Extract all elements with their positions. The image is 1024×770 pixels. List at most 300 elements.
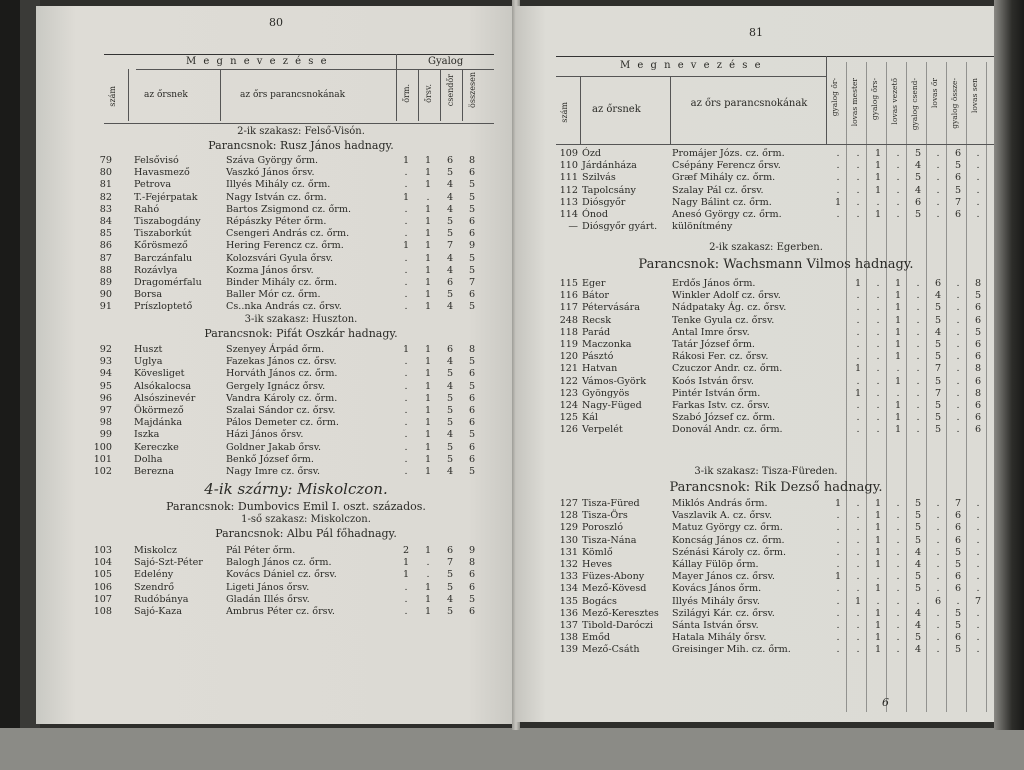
count-col-2: . — [856, 375, 860, 387]
count-orm: 1 — [402, 155, 410, 166]
count-col-5: . — [916, 412, 920, 424]
count-col-4: . — [896, 644, 900, 656]
count-col-1: . — [836, 148, 840, 159]
commander-name: Benkő József őrm. — [226, 453, 314, 465]
col-orsnek: az őrsnek — [592, 104, 641, 115]
count-col-3: 1 — [874, 184, 882, 196]
count-col-8: . — [976, 619, 980, 631]
count-csendor: 4 — [446, 429, 454, 441]
section-commander: Parancsnok: Pifát Oszkár hadnagy. — [204, 327, 398, 340]
count-col-4: . — [896, 558, 900, 570]
count-col-5: . — [916, 424, 920, 436]
count-col-8: 6 — [974, 375, 982, 387]
count-col-7: . — [956, 412, 960, 424]
station-name: Pétervására — [582, 302, 640, 314]
station-name: Maczonka — [582, 338, 632, 350]
count-col-1: . — [836, 522, 840, 534]
count-col-5: . — [916, 375, 920, 387]
count-col-4: . — [896, 619, 900, 631]
table-row — [544, 400, 984, 412]
station-name: Berezna — [134, 465, 174, 477]
table-row — [76, 545, 496, 557]
count-orm: . — [404, 605, 408, 617]
count-col-3: 1 — [874, 644, 882, 656]
count-col-3: . — [876, 375, 880, 387]
count-col-5: 4 — [914, 644, 922, 656]
station-name: Sajó-Szt-Péter — [134, 557, 203, 569]
count-col-7: . — [956, 375, 960, 387]
commander-name: Szalai Sándor cz. őrsv. — [226, 404, 336, 416]
count-csendor: 5 — [446, 289, 454, 301]
count-col-2: . — [856, 148, 860, 159]
count-col-8: . — [976, 571, 980, 583]
count-col-7: 5 — [954, 607, 962, 619]
count-total: 6 — [468, 417, 476, 429]
station-name: Szendrő — [134, 581, 174, 593]
count-col-6: 4 — [934, 326, 942, 338]
count-col-7: 5 — [954, 546, 962, 558]
station-name: Gyöngyös — [582, 387, 630, 399]
commander-name: Tenke Gyula cz. őrsv. — [672, 314, 775, 326]
station-name: Kál — [582, 412, 598, 424]
station-name: Barczánfalu — [134, 252, 193, 264]
row-number: 84 — [99, 215, 112, 227]
commander-name: Baller Mór cz. őrm. — [226, 289, 321, 301]
commander-name: Pál Péter őrm. — [226, 545, 296, 556]
row-number: 133 — [559, 571, 578, 583]
commander-name: Vaszkó János őrsv. — [226, 167, 315, 179]
row-number: 121 — [559, 363, 578, 375]
row-number: 137 — [559, 619, 578, 631]
count-csendor: 6 — [446, 276, 454, 288]
section-title: 3-ik szakasz: Huszton. — [244, 314, 358, 325]
commander-name: Promájer Józs. cz. őrm. — [672, 148, 785, 159]
table-row — [544, 339, 984, 351]
count-col-4: 1 — [894, 399, 902, 411]
row-number: 94 — [99, 368, 112, 380]
count-col-4: 1 — [894, 424, 902, 436]
count-col-6: 5 — [934, 314, 942, 326]
station-name: Hatvan — [582, 363, 618, 375]
count-col-5: 5 — [914, 522, 922, 534]
commander-name: Tatár József őrm. — [672, 338, 755, 350]
count-total: 8 — [468, 557, 476, 569]
row-number: 125 — [559, 412, 578, 424]
table-row — [544, 522, 984, 534]
count-col-1: . — [836, 160, 840, 172]
count-col-1: 1 — [834, 571, 842, 583]
count-col-3: 1 — [874, 172, 882, 184]
table-row — [544, 221, 984, 233]
table-row — [76, 393, 496, 405]
count-col-2: 1 — [854, 387, 862, 399]
count-col-1: . — [836, 595, 840, 607]
station-name: Ökörmező — [134, 404, 184, 416]
col-header-6: lovas őr — [930, 78, 939, 108]
table-row — [76, 582, 496, 594]
commander-name: Hering Ferencz cz. őrm. — [226, 240, 344, 252]
count-col-3: 1 — [874, 607, 882, 619]
station-name: Verpelét — [582, 424, 623, 436]
count-col-6: . — [936, 546, 940, 558]
count-col-8: 7 — [974, 595, 982, 607]
count-csendor: 5 — [446, 368, 454, 380]
station-name: Kövesliget — [134, 368, 185, 380]
count-total: 8 — [468, 155, 476, 166]
count-col-2: 1 — [854, 278, 862, 289]
count-col-6: 5 — [934, 338, 942, 350]
count-col-5: . — [916, 399, 920, 411]
commander-name: Szalay Pál cz. őrsv. — [672, 184, 764, 196]
table-row — [544, 290, 984, 302]
count-col-5: 6 — [914, 196, 922, 208]
table-row — [76, 253, 496, 265]
count-col-7: 7 — [954, 498, 962, 509]
count-col-2: . — [856, 522, 860, 534]
col-header-5: gyalog csend- — [910, 78, 919, 131]
count-col-6: . — [936, 172, 940, 184]
row-number: 116 — [559, 290, 578, 302]
count-col-2: . — [856, 498, 860, 509]
count-col-4: . — [896, 546, 900, 558]
count-csendor: 5 — [446, 404, 454, 416]
count-col-5: 5 — [914, 571, 922, 583]
table-row — [544, 376, 984, 388]
row-number: 127 — [559, 498, 578, 509]
count-col-6: . — [936, 498, 940, 509]
count-col-4: . — [896, 583, 900, 595]
count-col-3: . — [876, 314, 880, 326]
count-orsv: 1 — [424, 392, 432, 404]
table-row — [76, 442, 496, 454]
row-number: — — [568, 221, 578, 233]
count-col-6: . — [936, 522, 940, 534]
count-col-2: . — [856, 302, 860, 314]
count-col-1: . — [836, 184, 840, 196]
count-total: 6 — [468, 215, 476, 227]
count-col-3: . — [876, 290, 880, 302]
count-orsv: 1 — [424, 179, 432, 191]
divider — [396, 54, 397, 121]
col-parancsnok: az őrs parancsnokának — [690, 98, 808, 109]
table-row — [544, 388, 984, 400]
count-csendor: 6 — [446, 545, 454, 556]
commander-name: Anesó György cz. őrm. — [672, 208, 782, 220]
count-col-3: . — [876, 412, 880, 424]
commander-name: Szilágyi Kár. cz. őrsv. — [672, 607, 775, 619]
count-col-4: . — [896, 363, 900, 375]
commander-name: Pálos Demeter cz. őrm. — [226, 417, 339, 429]
count-col-5: . — [916, 314, 920, 326]
count-col-4: . — [896, 208, 900, 220]
count-csendor: 4 — [446, 264, 454, 276]
count-total: 6 — [468, 368, 476, 380]
divider — [462, 69, 463, 121]
table-row — [544, 351, 984, 363]
count-csendor: 4 — [446, 465, 454, 477]
count-total: 6 — [468, 453, 476, 465]
table-row — [544, 498, 984, 510]
row-number: 109 — [559, 148, 578, 159]
count-col-8: 5 — [974, 326, 982, 338]
count-col-3: . — [876, 338, 880, 350]
table-row — [76, 240, 496, 252]
station-name: Emőd — [582, 632, 611, 644]
count-col-5: 4 — [914, 558, 922, 570]
station-name: Tisza-Füred — [582, 498, 640, 509]
row-number: 129 — [559, 522, 578, 534]
commander-name: Goldner Jakab őrsv. — [226, 441, 322, 453]
count-col-4: . — [896, 522, 900, 534]
section-title: 2-ik szakasz: Felső-Visón. — [237, 126, 365, 137]
count-col-5: . — [916, 302, 920, 314]
col-szam: szám — [560, 102, 569, 123]
table-row — [544, 315, 984, 327]
count-col-6: . — [936, 196, 940, 208]
count-col-8: . — [976, 644, 980, 656]
count-col-1: . — [836, 619, 840, 631]
count-col-2: . — [856, 644, 860, 656]
row-number: 114 — [559, 208, 578, 220]
count-col-1: . — [836, 172, 840, 184]
count-orm: . — [404, 203, 408, 215]
count-csendor: 7 — [446, 557, 454, 569]
count-csendor: 5 — [446, 417, 454, 429]
commander-name: Kovács János őrm. — [672, 583, 762, 595]
count-col-2: 1 — [854, 595, 862, 607]
count-csendor: 4 — [446, 356, 454, 368]
count-orsv: 1 — [424, 429, 432, 441]
table-row — [76, 557, 496, 569]
station-name: Sajó-Kaza — [134, 605, 182, 617]
table-row — [76, 167, 496, 179]
count-col-6: . — [936, 208, 940, 220]
count-col-4: 1 — [894, 278, 902, 289]
row-number: 135 — [559, 595, 578, 607]
table-surface — [0, 728, 1024, 770]
count-col-2: . — [856, 583, 860, 595]
station-name: Miskolcz — [134, 545, 177, 556]
commander-name: Gergely Ignácz őrsv. — [226, 380, 326, 392]
count-col-3: 1 — [874, 534, 882, 546]
count-orm: . — [404, 368, 408, 380]
col-header-4: lovas vezető — [890, 78, 899, 125]
count-col-4: . — [896, 607, 900, 619]
count-orm: . — [404, 380, 408, 392]
pencil-mark: 6 — [882, 696, 889, 709]
count-col-4: 1 — [894, 351, 902, 363]
count-total: 7 — [468, 276, 476, 288]
row-number: 248 — [559, 314, 578, 326]
station-name: Bogács — [582, 595, 617, 607]
table-row — [76, 192, 496, 204]
row-number: 85 — [99, 228, 112, 240]
station-name: Dolha — [134, 453, 163, 465]
station-name: Mező-Kövesd — [582, 583, 647, 595]
section-title: 2-ik szakasz: Egerben. — [709, 242, 823, 253]
row-number: 95 — [99, 380, 112, 392]
count-col-3: . — [876, 399, 880, 411]
section-commander: Parancsnok: Rik Dezső hadnagy. — [669, 480, 883, 495]
count-orm: . — [404, 404, 408, 416]
count-orsv: 1 — [424, 593, 432, 605]
count-csendor: 4 — [446, 179, 454, 191]
row-number: 132 — [559, 558, 578, 570]
count-csendor: 5 — [446, 605, 454, 617]
commander-name: különítmény — [672, 221, 733, 233]
count-col-2: . — [856, 607, 860, 619]
count-orsv: 1 — [424, 581, 432, 593]
table-row — [544, 278, 984, 290]
row-number: 103 — [93, 545, 112, 556]
table-row — [544, 302, 984, 314]
commander-name: Nagy Bálint cz. őrm. — [672, 196, 772, 208]
count-col-6: . — [936, 583, 940, 595]
row-number: 107 — [93, 593, 112, 605]
count-col-5: 4 — [914, 184, 922, 196]
count-orsv: 1 — [424, 252, 432, 264]
count-col-8: . — [976, 498, 980, 509]
count-col-6: . — [936, 184, 940, 196]
row-number: 128 — [559, 510, 578, 522]
table-row — [544, 620, 984, 632]
section-rows — [544, 498, 984, 656]
count-col-4: 1 — [894, 290, 902, 302]
count-col-6: . — [936, 571, 940, 583]
commander-name: Ambrus Péter cz. őrsv. — [226, 605, 335, 617]
count-col-4: . — [896, 632, 900, 644]
count-orm: . — [404, 228, 408, 240]
table-row — [76, 265, 496, 277]
row-number: 92 — [99, 344, 112, 355]
count-col-2: . — [856, 558, 860, 570]
count-csendor: 5 — [446, 569, 454, 581]
count-col-6: 5 — [934, 424, 942, 436]
count-col-6: . — [936, 607, 940, 619]
count-col-7: . — [956, 424, 960, 436]
count-col-1: . — [836, 534, 840, 546]
count-col-5: 5 — [914, 583, 922, 595]
commander-name: Rákosi Fer. cz. őrsv. — [672, 351, 769, 363]
count-orm: . — [404, 289, 408, 301]
station-name: Ózd — [582, 148, 602, 159]
count-col-3: 1 — [874, 498, 882, 509]
count-col-3: 1 — [874, 558, 882, 570]
row-number: 88 — [99, 264, 112, 276]
count-col-7: 6 — [954, 534, 962, 546]
header-rule-2 — [556, 76, 826, 77]
count-orsv: 1 — [424, 240, 432, 252]
station-name: Kömlő — [582, 546, 613, 558]
commander-name: Miklós András őrm. — [672, 498, 768, 509]
count-csendor: 4 — [446, 203, 454, 215]
count-col-4: . — [896, 172, 900, 184]
commander-name: Répászky Péter őrm. — [226, 215, 327, 227]
count-col-7: 6 — [954, 583, 962, 595]
count-col-4: . — [896, 387, 900, 399]
count-col-4: . — [896, 160, 900, 172]
col-orsv: őrsv. — [424, 84, 433, 103]
count-total: 5 — [468, 252, 476, 264]
count-csendor: 5 — [446, 441, 454, 453]
count-col-8: 8 — [974, 363, 982, 375]
station-name: Tisza-Örs — [582, 510, 628, 522]
count-col-8: . — [976, 558, 980, 570]
count-orm: . — [404, 441, 408, 453]
station-name: Iszka — [134, 429, 160, 441]
commander-name: Sánta István őrsv. — [672, 619, 759, 631]
count-total: 5 — [468, 465, 476, 477]
count-orsv: 1 — [424, 301, 432, 313]
count-orm: . — [404, 417, 408, 429]
count-col-3: . — [876, 351, 880, 363]
count-col-7: . — [956, 399, 960, 411]
table-row — [544, 197, 984, 209]
count-total: 6 — [468, 228, 476, 240]
count-orsv: 1 — [424, 404, 432, 416]
count-col-8: 5 — [974, 290, 982, 302]
count-total: 8 — [468, 344, 476, 355]
count-col-5: 5 — [914, 172, 922, 184]
count-csendor: 6 — [446, 344, 454, 355]
count-orsv: 1 — [424, 344, 432, 355]
book-edge — [994, 0, 1024, 730]
count-orm: . — [404, 593, 408, 605]
count-col-1: . — [836, 546, 840, 558]
count-col-1: . — [836, 558, 840, 570]
count-col-8: . — [976, 583, 980, 595]
count-col-7: . — [956, 351, 960, 363]
divider — [418, 69, 419, 121]
count-orsv: . — [426, 191, 430, 203]
header-rule — [556, 56, 994, 57]
count-csendor: 5 — [446, 167, 454, 179]
col-csendor: csendőr — [446, 74, 455, 107]
count-col-6: 5 — [934, 412, 942, 424]
station-name: Diósgyőr gyárt. — [582, 221, 658, 233]
commander-name: Greisinger Mih. cz. őrm. — [672, 644, 791, 656]
count-orm: 1 — [402, 557, 410, 569]
row-number: 80 — [99, 167, 112, 179]
section-commander: Parancsnok: Rusz János hadnagy. — [208, 139, 394, 152]
count-col-8: 6 — [974, 302, 982, 314]
col-header-7: gyalog össze- — [950, 78, 959, 129]
row-number: 81 — [99, 179, 112, 191]
station-name: Tiszabogdány — [134, 215, 201, 227]
count-col-7: 5 — [954, 160, 962, 172]
row-number: 83 — [99, 203, 112, 215]
table-row — [76, 569, 496, 581]
table-row — [76, 606, 496, 618]
count-orsv: 1 — [424, 203, 432, 215]
header-bottom-rule — [556, 144, 994, 145]
count-col-5: 5 — [914, 632, 922, 644]
row-number: 117 — [559, 302, 578, 314]
commander-name: Kállay Fülöp őrm. — [672, 558, 759, 570]
row-number: 82 — [99, 191, 112, 203]
table-row — [76, 454, 496, 466]
table-row — [544, 185, 984, 197]
commander-name: Száva György őrm. — [226, 155, 319, 166]
station-name: Edelény — [134, 569, 174, 581]
table-row — [76, 204, 496, 216]
count-total: 9 — [468, 240, 476, 252]
table-row — [544, 424, 984, 436]
sub-section-title: 1-ső szakasz: Miskolczon. — [241, 514, 371, 525]
count-total: 5 — [468, 264, 476, 276]
count-col-2: . — [856, 196, 860, 208]
count-col-7: 5 — [954, 184, 962, 196]
